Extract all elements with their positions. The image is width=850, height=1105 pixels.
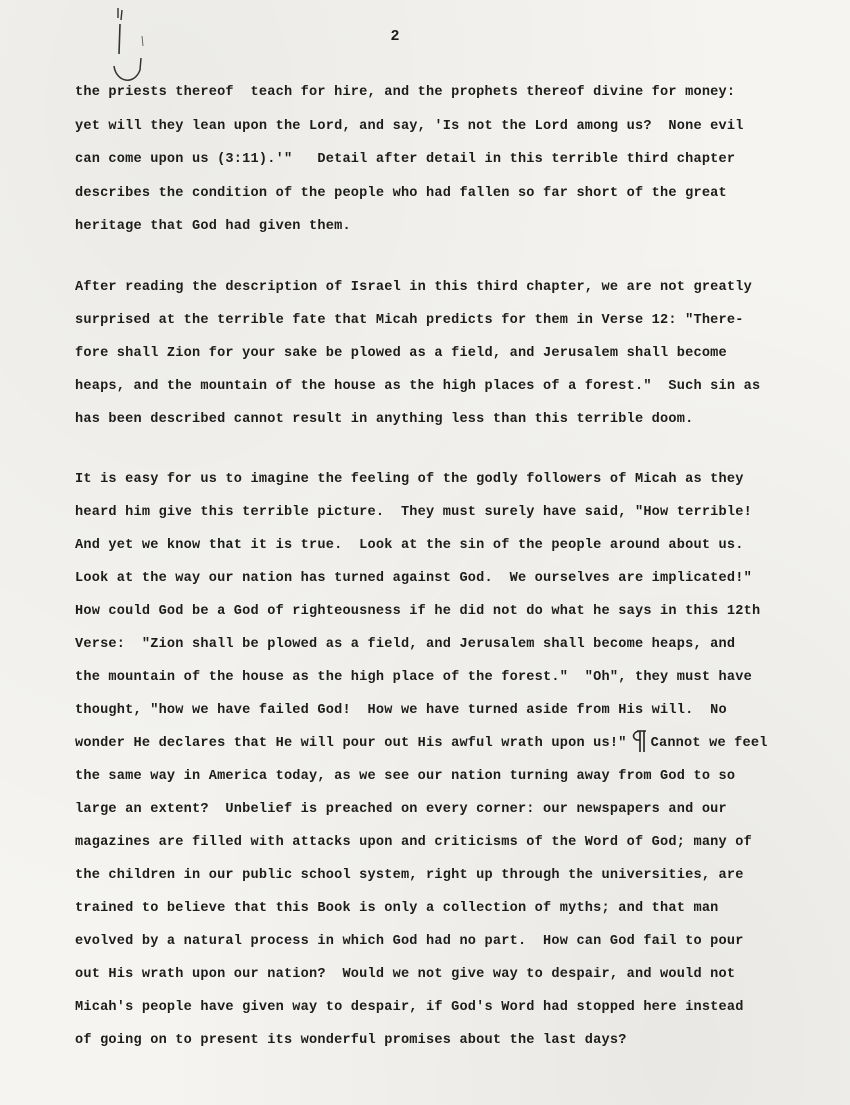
text-line-with-mark — [75, 727, 775, 760]
paragraph-2 — [75, 271, 775, 436]
text-line: surprised at the terrible fate that Micah predicts for them in Verse 12: "There- — [75, 312, 744, 328]
text-line: And yet we know that it is true. Look at the sin of the people around about us. — [75, 537, 744, 553]
text-line: After reading the description of Israel in this third chapter, we are not greatly — [75, 279, 752, 295]
text-line: thought, "how we have failed God! How we have turned aside from His will. No — [75, 702, 727, 718]
text-line: evolved by a natural process in which God had no part. How can God fail to pour — [75, 933, 744, 949]
body-text — [75, 76, 775, 1084]
text-line: large an extent? Unbelief is preached on every corner: our newspapers and our — [75, 801, 727, 817]
text-line: describes the condition of the people who had fallen so far short of the great — [75, 185, 727, 201]
text-line: yet will they lean upon the Lord, and say, 'Is not the Lord among us? None evil — [75, 118, 744, 134]
page-number: 2 — [390, 28, 400, 45]
text-line: Verse: "Zion shall be plowed as a field, and Jerusalem shall become heaps, and — [75, 636, 736, 652]
text-line: trained to believe that this Book is only a collection of myths; and that man — [75, 900, 719, 916]
text-line: magazines are filled with attacks upon and criticisms of the Word of God; many of — [75, 834, 752, 850]
text-line: How could God be a God of righteousness if he did not do what he says in this 12th — [75, 603, 761, 619]
text-line: heaps, and the mountain of the house as the high places of a forest." Such sin as — [75, 378, 761, 394]
text-line: It is easy for us to imagine the feeling of the godly followers of Micah as they — [75, 471, 744, 487]
text-line: Micah's people have given way to despair, if God's Word had stopped here instead — [75, 999, 744, 1015]
text-line: the mountain of the house as the high place of the forest." "Oh", they must have — [75, 669, 752, 685]
text-line: of going on to present its wonderful promises about the last days? — [75, 1032, 627, 1048]
handwritten-margin-mark — [108, 6, 158, 86]
text-line: has been described cannot result in anything less than this terrible doom. — [75, 411, 694, 427]
text-line: heard him give this terrible picture. They must surely have said, "How terrible! — [75, 504, 752, 520]
text-line: the same way in America today, as we see our nation turning away from God to so — [75, 768, 736, 784]
text-line: Look at the way our nation has turned against God. We ourselves are implicated!" — [75, 570, 752, 586]
text-line: can come upon us (3:11).'" Detail after detail in this terrible third chapter — [75, 152, 736, 167]
text-line: Cannot we feel — [650, 735, 768, 751]
paragraph-mark-icon — [627, 728, 651, 754]
text-line: the children in our public school system, right up through the universities, are — [75, 867, 744, 883]
text-line: fore shall Zion for your sake be plowed as a field, and Jerusalem shall become — [75, 345, 727, 361]
text-line: the priests thereof teach for hire, and the prophets thereof divine for money: — [75, 85, 736, 100]
paragraph-3 — [75, 463, 775, 1057]
text-line: wonder He declares that He will pour out His awful wrath upon us!" — [75, 735, 627, 751]
paragraph-1 — [75, 76, 775, 244]
text-line: out His wrath upon our nation? Would we not give way to despair, and would not — [75, 966, 736, 982]
text-line: heritage that God had given them. — [75, 219, 351, 234]
